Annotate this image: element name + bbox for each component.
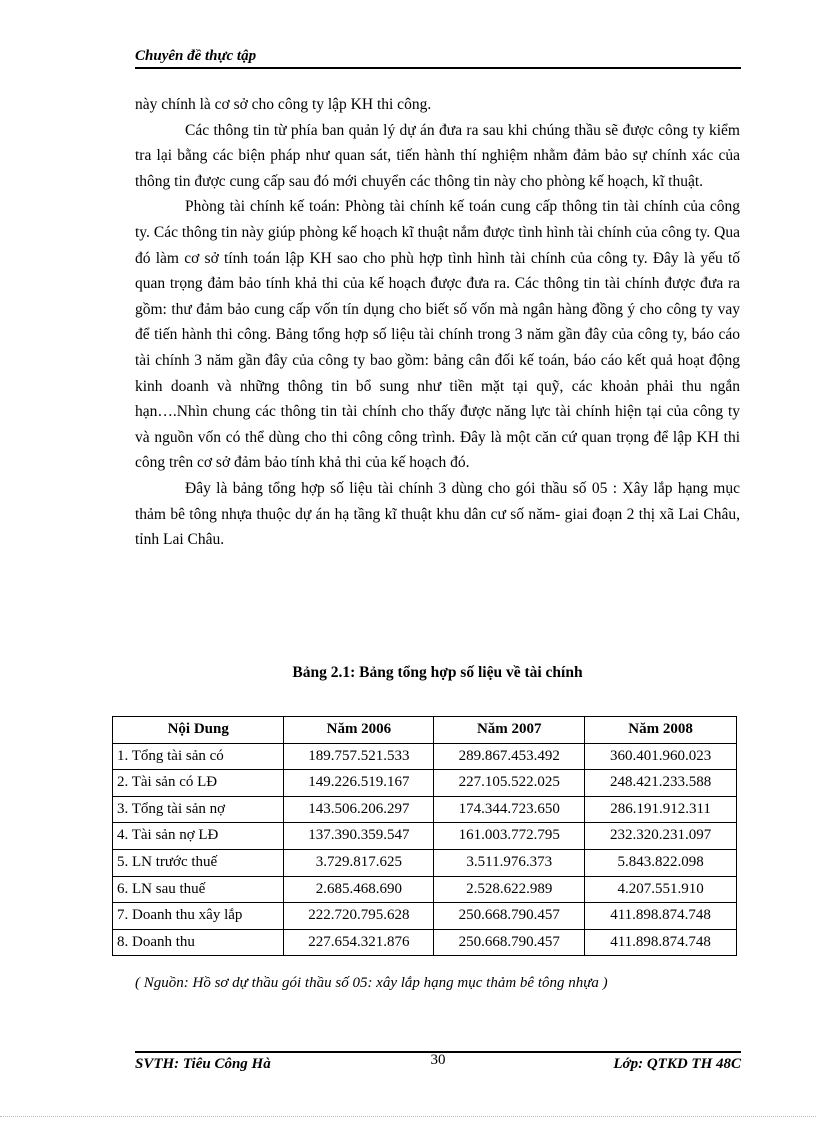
cell-value: 189.757.521.533 bbox=[284, 743, 434, 770]
cell-value: 227.105.522.025 bbox=[434, 770, 585, 797]
cell-value: 248.421.233.588 bbox=[585, 770, 737, 797]
cell-value: 143.506.206.297 bbox=[284, 796, 434, 823]
footer-student: SVTH: Tiêu Công Hà bbox=[135, 1056, 271, 1072]
cell-value: 250.668.790.457 bbox=[434, 903, 585, 930]
body-text bbox=[135, 92, 740, 553]
table-source-note: ( Nguồn: Hồ sơ dự thầu gói thầu số 05: xây lắp hạng mục thảm bê tông nhựa ) bbox=[135, 975, 608, 991]
cell-value: 227.654.321.876 bbox=[284, 929, 434, 956]
header-title: Chuyên đề thực tập bbox=[135, 48, 257, 64]
cell-value: 149.226.519.167 bbox=[284, 770, 434, 797]
row-label: 3. Tổng tài sản nợ bbox=[113, 796, 284, 823]
table-row bbox=[113, 796, 737, 823]
row-label: 2. Tài sản có LĐ bbox=[113, 770, 284, 797]
cell-value: 222.720.795.628 bbox=[284, 903, 434, 930]
cell-value: 2.685.468.690 bbox=[284, 876, 434, 903]
column-header: Nội Dung bbox=[113, 717, 284, 744]
paragraph: Các thông tin từ phía ban quản lý dự án đưa ra sau khi chúng thầu sẽ được công ty kiểm tra lại bằng các biện pháp như quan sát, tiến hành thí nghiệm nhằm đảm bảo sự chính xác của thông tin được cung cấp sau đó mới chuyển các thông tin này cho phòng kế hoạch, kĩ thuật. bbox=[135, 121, 740, 190]
table-row bbox=[113, 929, 737, 956]
table-row bbox=[113, 823, 737, 850]
cell-value: 232.320.231.097 bbox=[585, 823, 737, 850]
cell-value: 289.867.453.492 bbox=[434, 743, 585, 770]
row-label: 1. Tổng tài sản có bbox=[113, 743, 284, 770]
cell-value: 5.843.822.098 bbox=[585, 849, 737, 876]
table-row bbox=[113, 876, 737, 903]
table-row bbox=[113, 770, 737, 797]
table-row bbox=[113, 903, 737, 930]
paragraph: Phòng tài chính kế toán: Phòng tài chính kế toán cung cấp thông tin tài chính của công ty. Các thông tin này giúp phòng kế hoạch kĩ thuật nắm được tình hình tài chính của công ty. Qua đó làm cơ sở tính toán lập KH sao cho phù hợp tình hình tài chính của công ty. Đây là yếu tố quan trọng đảm bảo tính khả thi của kế hoạch được đưa ra. Các thông tin tài chính được đưa ra gồm: thư đảm bảo cung cấp vốn tín dụng cho biết số vốn mà ngân hàng đồng ý cho công ty vay để tiến hành thi công. Bảng tổng hợp số liệu tài chính trong 3 năm gần đây của công ty, báo cáo tài chính 3 năm gần đây của công ty bao gồm: bảng cân đối kế toán, báo cáo kết quả hoạt động kinh doanh và những thông tin bổ sung như tiền mặt tại quỹ, các khoản phải thu ngắn hạn….Nhìn chung các thông tin tài chính cho thấy được năng lực tài chính hiện tại của công ty và nguồn vốn có thể dùng cho thi công công trình. Đây là một căn cứ quan trọng để lập KH thi công trên cơ sở đảm bảo tính khả thi của kế hoạch đó. bbox=[135, 198, 740, 472]
cell-value: 137.390.359.547 bbox=[284, 823, 434, 850]
cell-value: 4.207.551.910 bbox=[585, 876, 737, 903]
cell-value: 3.729.817.625 bbox=[284, 849, 434, 876]
row-label: 6. LN sau thuế bbox=[113, 876, 284, 903]
row-label: 5. LN trước thuế bbox=[113, 849, 284, 876]
column-header: Năm 2007 bbox=[434, 717, 585, 744]
cell-value: 3.511.976.373 bbox=[434, 849, 585, 876]
financial-table bbox=[112, 716, 737, 956]
cell-value: 411.898.874.748 bbox=[585, 929, 737, 956]
column-header: Năm 2006 bbox=[284, 717, 434, 744]
paragraph: Đây là bảng tổng hợp số liệu tài chính 3 dùng cho gói thầu số 05 : Xây lắp hạng mục thảm bê tông nhựa thuộc dự án hạ tầng kĩ thuật khu dân cư số năm- giai đoạn 2 thị xã Lai Châu, tỉnh Lai Châu. bbox=[135, 479, 740, 549]
cell-value: 174.344.723.650 bbox=[434, 796, 585, 823]
cell-value: 250.668.790.457 bbox=[434, 929, 585, 956]
row-label: 4. Tài sản nợ LĐ bbox=[113, 823, 284, 850]
row-label: 7. Doanh thu xây lắp bbox=[113, 903, 284, 930]
table-title: Bảng 2.1: Bảng tổng hợp số liệu về tài chính bbox=[292, 664, 583, 681]
page-footer bbox=[135, 1052, 741, 1078]
cell-value: 2.528.622.989 bbox=[434, 876, 585, 903]
column-header: Năm 2008 bbox=[585, 717, 737, 744]
cell-value: 161.003.772.795 bbox=[434, 823, 585, 850]
table-header-row bbox=[113, 717, 737, 744]
cell-value: 411.898.874.748 bbox=[585, 903, 737, 930]
table-row bbox=[113, 849, 737, 876]
table-row bbox=[113, 743, 737, 770]
page-header bbox=[135, 48, 741, 69]
paragraph: này chính là cơ sở cho công ty lập KH thi công. bbox=[135, 96, 432, 113]
cell-value: 360.401.960.023 bbox=[585, 743, 737, 770]
row-label: 8. Doanh thu bbox=[113, 929, 284, 956]
page-edge-divider bbox=[0, 1116, 816, 1117]
footer-class: Lớp: QTKD TH 48C bbox=[613, 1056, 741, 1072]
page-number: 30 bbox=[430, 1052, 446, 1068]
cell-value: 286.191.912.311 bbox=[585, 796, 737, 823]
